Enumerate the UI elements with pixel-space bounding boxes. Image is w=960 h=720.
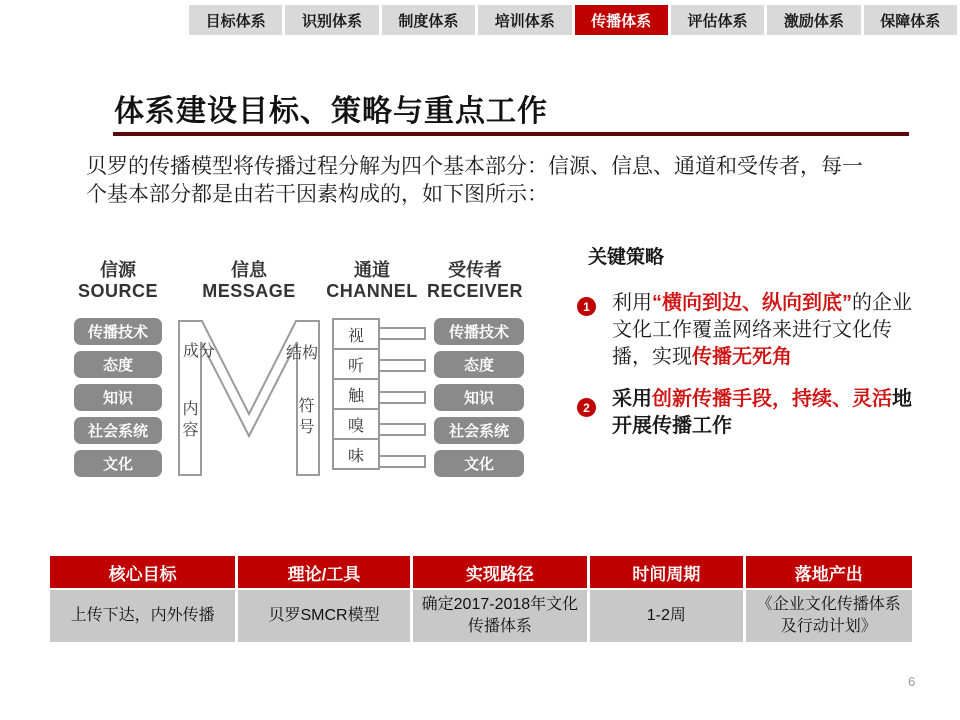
channel-comb <box>332 318 380 470</box>
strategy-item-2 <box>612 386 912 440</box>
channel-connector <box>378 327 426 340</box>
source-box-column <box>74 318 162 483</box>
source-box: 知识 <box>74 384 162 411</box>
tab-identification-system[interactable]: 识别体系 <box>285 5 378 35</box>
source-column-header: 信源 SOURCE <box>77 260 158 301</box>
channel-connector <box>378 391 426 404</box>
summary-table <box>50 556 912 642</box>
strategy-text: 采用 <box>612 388 652 410</box>
tab-communication-system-active[interactable]: 传播体系 <box>575 5 668 35</box>
strategy-text-highlight: 创新传播手段，持续、灵活 <box>652 388 892 410</box>
strategy-text: 利用 <box>612 292 652 314</box>
channel-cell-sight: 视 <box>332 318 380 350</box>
message-label-content: 内容 <box>182 401 199 439</box>
tab-training-system[interactable]: 培训体系 <box>478 5 571 35</box>
table-cell-theory-tool: 贝罗SMCR模型 <box>238 590 409 642</box>
receiver-box: 社会系统 <box>434 417 524 444</box>
strategy-number-badge-2: 2 <box>577 398 596 417</box>
channel-column-header: 通道 CHANNEL <box>326 260 418 301</box>
table-header-path: 实现路径 <box>413 556 587 588</box>
tab-target-system[interactable]: 目标体系 <box>189 5 282 35</box>
tab-guarantee-system[interactable]: 保障体系 <box>864 5 957 35</box>
strategy-text-highlight: 传播无死角 <box>692 346 792 368</box>
channel-connector <box>378 455 426 468</box>
message-label-component: 成分 <box>183 343 216 360</box>
table-header-theory-tool: 理论/工具 <box>238 556 409 588</box>
strategy-number-badge-1: 1 <box>577 297 596 316</box>
source-box: 文化 <box>74 450 162 477</box>
strategy-item-1 <box>612 290 912 371</box>
page-title: 体系建设目标、策略与重点工作 <box>114 95 548 128</box>
table-cell-time-cycle: 1-2周 <box>590 590 742 642</box>
tab-incentive-system[interactable]: 激励体系 <box>767 5 860 35</box>
strategy-text-highlight: “横向到边、纵向到底” <box>652 292 852 314</box>
table-header-deliverable: 落地产出 <box>746 556 912 588</box>
tab-evaluation-system[interactable]: 评估体系 <box>671 5 764 35</box>
channel-cell-touch: 触 <box>332 378 380 410</box>
receiver-box: 态度 <box>434 351 524 378</box>
table-header-core-goal: 核心目标 <box>50 556 235 588</box>
message-column-header: 信息 MESSAGE <box>202 260 296 301</box>
message-label-symbol: 符号 <box>298 398 315 436</box>
top-tab-bar <box>189 5 957 35</box>
channel-connector <box>378 359 426 372</box>
channel-cell-taste: 味 <box>332 438 380 470</box>
strategy-text: 的企业文化工作覆盖网络来进行文化传播，实现 <box>612 292 912 368</box>
strategy-text: 地开展传播工作 <box>612 388 912 437</box>
key-strategy-heading: 关键策略 <box>588 247 665 268</box>
channel-cell-hearing: 听 <box>332 348 380 380</box>
channel-connector <box>378 423 426 436</box>
table-cell-deliverable: 《企业文化传播体系及行动计划》 <box>746 590 912 642</box>
receiver-box: 文化 <box>434 450 524 477</box>
channel-cell-smell: 嗅 <box>332 408 380 440</box>
receiver-box-column <box>434 318 524 483</box>
tab-institution-system[interactable]: 制度体系 <box>382 5 475 35</box>
source-box: 态度 <box>74 351 162 378</box>
receiver-box: 传播技术 <box>434 318 524 345</box>
receiver-box: 知识 <box>434 384 524 411</box>
receiver-column-header: 受传者 RECEIVER <box>426 260 524 301</box>
page-number: 6 <box>908 674 916 689</box>
table-header-time-cycle: 时间周期 <box>590 556 742 588</box>
table-cell-path: 确定2017-2018年文化传播体系 <box>413 590 587 642</box>
table-cell-core-goal: 上传下达，内外传播 <box>50 590 235 642</box>
source-box: 传播技术 <box>74 318 162 345</box>
message-label-structure: 结构 <box>286 345 319 362</box>
source-box: 社会系统 <box>74 417 162 444</box>
intro-paragraph: 贝罗的传播模型将传播过程分解为四个基本部分：信源、信息、通道和受传者，每一个基本部分都是由若干因素构成的，如下图所示： <box>86 155 863 206</box>
title-underline <box>113 132 909 136</box>
